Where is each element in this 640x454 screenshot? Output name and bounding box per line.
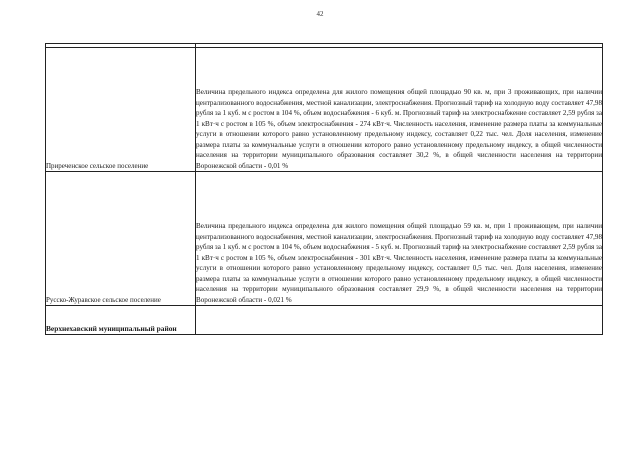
table-row-district — [46, 306, 603, 335]
page-number: 42 — [316, 10, 324, 18]
settlement-index-table — [45, 43, 603, 335]
table-row — [46, 172, 603, 306]
settlement-description: Величина предельного индекса определена для жилого помещения общей площадью 59 кв. м, при 1 проживающем, при наличии централизованного водоснабжения, местной канализации, электроснабжения. Прогнозный тариф на холодную воду составляет 47,98 рубля за 1 куб. м с ростом в 104 %, объем водоснабжения - 5 куб. м. Прогнозный тариф на электроснабжение составляет 2,59 рубля за 1 кВт·ч с ростом в 105 %, объем электроснабжения - 301 кВт·ч. Численность населения, изменение размера платы за коммунальные услуги в отношении которого равно установленному предельному индексу, составляет 0,5 тыс. чел. Доля населения, изменение размера платы за коммунальные услуги в отношении которого равно установленному предельному индексу, в общей численности населения на территории муниципального образования составляет 29,9 %, в общей численности населения на территории Воронежской области - 0,021 % — [196, 172, 603, 306]
settlement-name: Приреченское сельское поселение — [46, 48, 196, 172]
table-row — [46, 48, 603, 172]
table-cell-empty — [196, 306, 603, 335]
settlement-name: Русско-Журавское сельское поселение — [46, 172, 196, 306]
district-name: Верхнехавский муниципальный район — [46, 306, 196, 335]
settlement-description: Величина предельного индекса определена для жилого помещения общей площадью 90 кв. м, при 3 проживающих, при наличии централизованного водоснабжения, местной канализации, электроснабжения. Прогнозный тариф на холодную воду составляет 47,98 рубля за 1 куб. м с ростом в 104 %, объем водоснабжения - 6 куб. м. Прогнозный тариф на электроснабжение составляет 2,59 рубля за 1 кВт·ч с ростом в 105 %, объем электроснабжения - 274 кВт·ч. Численность населения, изменение размера платы за коммунальные услуги в отношении которого равно установленному предельному индексу, составляет 0,22 тыс. чел. Доля населения, изменение размера платы за коммунальные услуги в отношении которого равно установленному предельному индексу, в общей численности населения на территории муниципального образования составляет 30,2 %, в общей численности населения на территории Воронежской области - 0,01 % — [196, 48, 603, 172]
